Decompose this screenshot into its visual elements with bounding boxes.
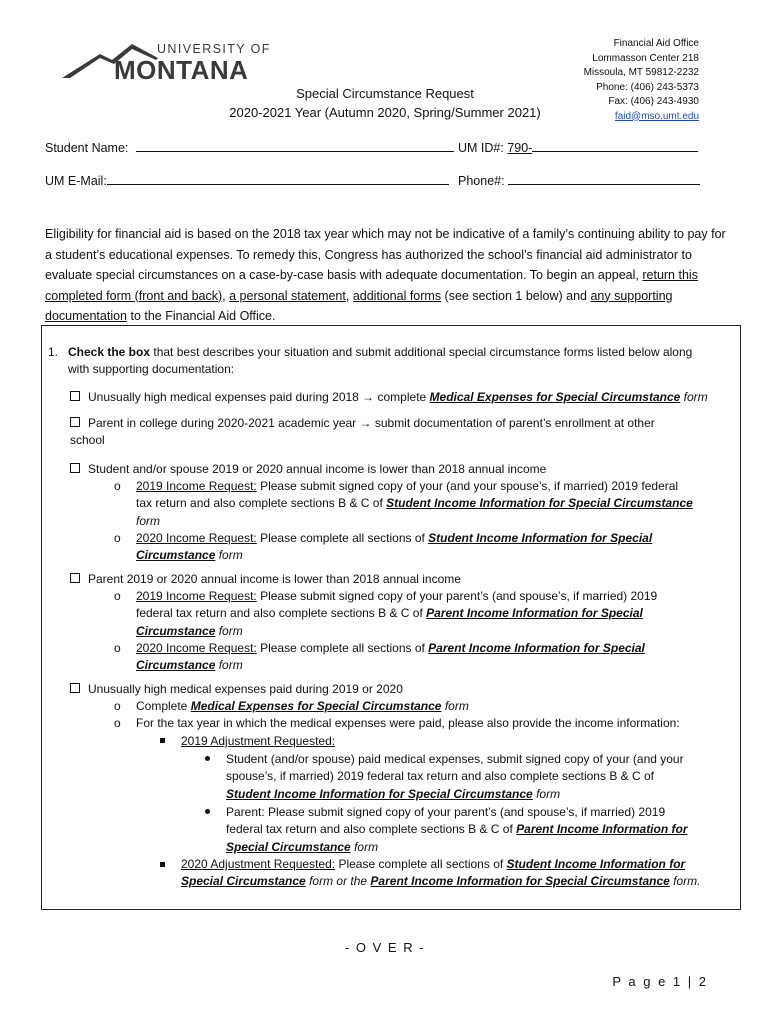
opt5b2-form1: Student Income Information for (506, 857, 686, 871)
section1-lead-rest: that best describes your situation and submit additional special circumstance forms listed below along (150, 345, 693, 359)
opt3b-form2: Circumstance (136, 548, 216, 563)
opt5b1-label: 2019 Adjustment Requested: (181, 734, 336, 748)
opt3a-line3: form (136, 513, 160, 528)
section1-lead-line2: with supporting documentation: (68, 362, 235, 377)
opt5a-text: Complete (136, 699, 191, 713)
title-line2: 2020-2021 Year (Autumn 2020, Spring/Summer 2021) (229, 105, 541, 120)
office-address-line2: Missoula, MT 59812-2232 (583, 67, 699, 78)
university-logo (60, 38, 275, 85)
section1-lead (68, 344, 733, 379)
section1-number: 1. (48, 345, 59, 359)
intro-sep-1: , (222, 288, 230, 303)
option-medical-2019-2020 (70, 681, 403, 698)
opt5-2020-adjustment (181, 856, 731, 891)
opt5b1ii-form2: Special Circumstance (226, 839, 351, 854)
opt3-2020-request (136, 530, 736, 565)
opt3a-line1: Please submit signed copy of your (and your spouse’s, if married) 2019 federal (256, 479, 679, 493)
bullet-square (160, 738, 165, 743)
opt4b-text: Please complete all sections of (256, 641, 429, 655)
opt4b-form1: Parent Income Information for Special (428, 641, 645, 655)
email-label: UM E-Mail: (45, 174, 107, 188)
opt3a-label: 2019 Income Request: (136, 479, 257, 493)
opt5-text: Unusually high medical expenses paid during 2019 or 2020 (88, 682, 403, 696)
bullet-o: o (114, 479, 121, 493)
checkbox-medical-2018[interactable] (70, 391, 80, 401)
opt5b2-mid: form or the (305, 874, 371, 889)
email-field[interactable] (107, 172, 449, 185)
opt5b2-label: 2020 Adjustment Requested: (181, 857, 336, 871)
opt5-2019-adjustment (181, 733, 335, 750)
opt3-text: Student and/or spouse 2019 or 2020 annual income is lower than 2018 annual income (88, 462, 547, 476)
logo-line1: UNIVERSITY OF (157, 42, 271, 56)
um-id-field[interactable] (532, 139, 698, 152)
opt5b1i-line1: Student (and/or spouse) paid medical expenses, submit signed copy of your (and your (226, 752, 684, 766)
opt4-2019-request (136, 588, 736, 640)
bullet-dot (205, 756, 210, 761)
opt4-2020-request (136, 640, 736, 675)
um-id-prefix: 790- (507, 141, 533, 155)
opt5b1i-line2: spouse’s, if married) 2019 federal tax return and also complete sections B & C of (226, 769, 654, 784)
opt4a-end: form (215, 623, 243, 638)
opt3a-line2: tax return and also complete sections B & C of (136, 496, 387, 511)
opt3-2019-request (136, 478, 736, 530)
office-address-line1: Lommasson Center 218 (592, 52, 699, 64)
opt5b2-text: Please complete all sections of (335, 857, 507, 871)
section1-lead-bold: Check the box (68, 345, 151, 359)
checkbox-parent-college[interactable] (70, 417, 80, 427)
office-name: Financial Aid Office (613, 38, 699, 49)
bullet-o: o (114, 699, 121, 713)
opt4b-label: 2020 Income Request: (136, 641, 257, 655)
title-line1: Special Circumstance Request (296, 86, 474, 101)
bullet-dot (205, 809, 210, 814)
opt4b-form2: Circumstance (136, 658, 216, 673)
um-id-label: UM ID#: (458, 141, 504, 155)
opt5b2-end: form. (669, 874, 701, 889)
opt2-line2: school (70, 433, 105, 448)
form-title (0, 84, 770, 122)
option-parent-income (70, 571, 461, 588)
intro-text-3: to the Financial Aid Office. (127, 309, 276, 323)
bullet-o: o (114, 641, 121, 655)
um-id-row (458, 139, 698, 155)
student-name-row (45, 139, 454, 155)
opt5b2-form2: Special Circumstance (181, 874, 306, 889)
opt5b1ii-line1: Parent: Please submit signed copy of your parent’s (and spouse’s, if married) 2019 (226, 805, 666, 819)
intro-return-form: return this completed form (front and back) (45, 268, 698, 303)
opt5-complete (136, 698, 469, 715)
student-name-field[interactable] (136, 139, 454, 152)
phone-field[interactable] (508, 172, 700, 185)
opt4a-line2: federal tax return and also complete sections B & C of (136, 606, 427, 621)
student-name-label: Student Name: (45, 141, 129, 155)
opt3a-form: Student Income Information for Special Circumstance (386, 496, 693, 511)
intro-text-2: (see section 1 below) and (441, 288, 591, 303)
bullet-o: o (114, 531, 121, 545)
checkbox-medical-2019-2020[interactable] (70, 683, 80, 693)
intro-additional-forms: additional forms (352, 288, 442, 303)
opt3b-end: form (215, 548, 243, 563)
opt3b-form1: Student Income Information for Special (428, 531, 653, 545)
email-row (45, 172, 449, 188)
opt5b2-form3: Parent Income Information for Special Circumstance (370, 874, 670, 889)
opt2-line1: Parent in college during 2020-2021 academic year → submit documentation of parent’s enrollment at other (88, 416, 655, 430)
intro-supporting-docs: any supporting documentation (45, 288, 673, 323)
opt3b-label: 2020 Income Request: (136, 531, 257, 545)
option-parent-college (70, 415, 730, 450)
opt5b1ii-end: form (350, 839, 379, 854)
checkbox-student-income[interactable] (70, 463, 80, 473)
intro-sep-2: , (345, 288, 353, 303)
intro-personal-statement: a personal statement (229, 288, 346, 303)
option-student-income (70, 461, 546, 478)
opt5b1i-end: form (532, 786, 561, 801)
bullet-o: o (114, 589, 121, 603)
opt4a-line1: Please submit signed copy of your parent’s (and spouse’s, if married) 2019 (256, 589, 658, 603)
opt5-student-paid (226, 751, 731, 803)
intro-paragraph (45, 224, 735, 327)
office-email-link[interactable]: faid@mso.umt.edu (614, 110, 699, 122)
opt5-income-info: For the tax year in which the medical expenses were paid, please also provide the income information: (136, 716, 680, 730)
opt3b-text: Please complete all sections of (256, 531, 429, 545)
opt1-text: Unusually high medical expenses paid during 2018 → complete (88, 390, 430, 404)
opt4a-form1: Parent Income Information for Special (426, 606, 643, 621)
checkbox-parent-income[interactable] (70, 573, 80, 583)
opt1-form: Medical Expenses for Special Circumstance (429, 390, 681, 404)
opt5b1ii-line2: federal tax return and also complete sections B & C of (226, 822, 517, 837)
bullet-square (160, 862, 165, 867)
bullet-o: o (114, 716, 121, 730)
over-indicator: - O V E R - (344, 940, 426, 955)
opt5a-end: form (441, 699, 469, 713)
intro-text-1: Eligibility for financial aid is based on the 2018 tax year which may not be indicative of a family’s continuing ability to pay for a student’s educational expenses. To remedy this, Congress has authorized the school’s financial aid administrator to evaluate special circumstances on a case-by-case basis with adequate documentation. To begin an appeal, (45, 227, 726, 282)
opt5a-form: Medical Expenses for Special Circumstance (190, 699, 442, 713)
opt1-end: form (680, 390, 708, 404)
opt5b1i-form: Student Income Information for Special Circumstance (226, 786, 533, 801)
opt5b1ii-form1: Parent Income Information for (516, 822, 688, 837)
opt4-text: Parent 2019 or 2020 annual income is lower than 2018 annual income (88, 572, 461, 586)
opt4a-label: 2019 Income Request: (136, 589, 257, 603)
office-fax: Fax: (406) 243-4930 (608, 96, 699, 107)
phone-row (458, 172, 700, 188)
phone-label: Phone#: (458, 174, 505, 188)
page-number: P a g e 1 | 2 (612, 974, 708, 989)
option-medical-2018 (70, 389, 708, 406)
opt4a-form2: Circumstance (136, 623, 216, 638)
logo-line2: MONTANA (114, 55, 249, 85)
office-phone: Phone: (406) 243-5373 (596, 81, 699, 93)
opt5-parent-paid (226, 804, 731, 856)
opt4b-end: form (215, 658, 243, 673)
